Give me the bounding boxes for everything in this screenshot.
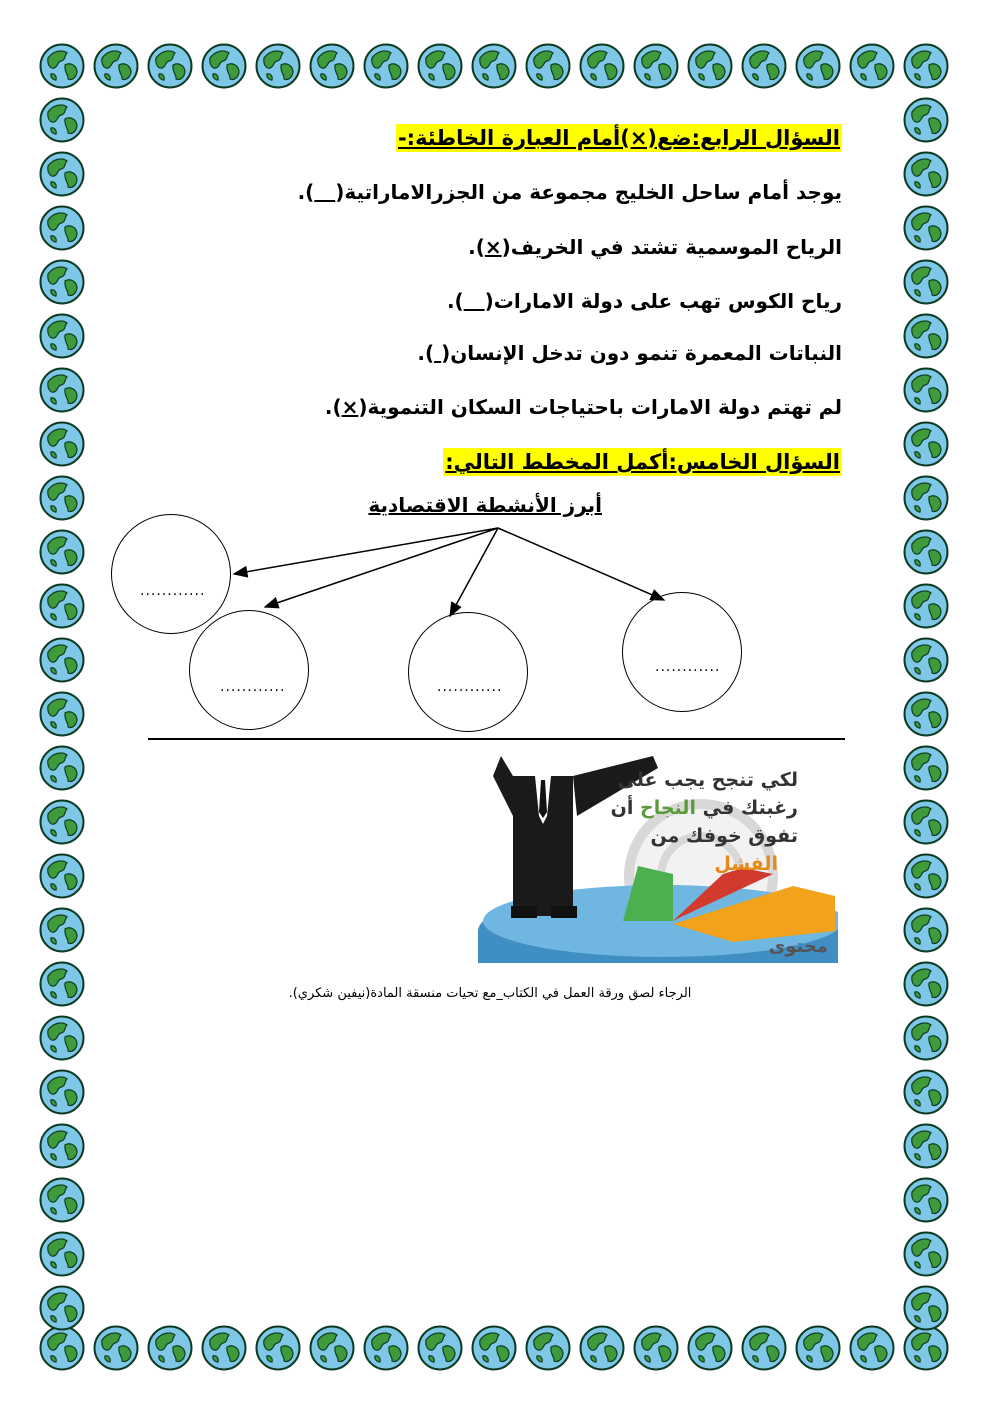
globe-icon xyxy=(903,1325,949,1371)
statement-1-text: يوجد أمام ساحل الخليج مجموعة من الجزرالاماراتية( xyxy=(335,180,842,204)
globe-icon xyxy=(93,1325,139,1371)
slogan-success: النجاح xyxy=(640,797,696,819)
globe-icon xyxy=(903,1231,949,1277)
statement-1-end: ). xyxy=(297,180,315,204)
statement-5-end: ). xyxy=(324,395,342,419)
horizontal-rule xyxy=(148,738,845,740)
globe-icon xyxy=(903,907,949,953)
statement-4-end: ). xyxy=(417,341,435,365)
blank-1: ............ xyxy=(140,583,206,599)
globe-icon xyxy=(633,1325,679,1371)
motivation-poster xyxy=(473,756,838,963)
globe-icon xyxy=(39,799,85,845)
statement-5-text: لم تهتم دولة الامارات باحتياجات السكان التنموية( xyxy=(358,395,842,419)
globe-icon xyxy=(579,1325,625,1371)
globe-icon xyxy=(255,1325,301,1371)
statement-2-end: ). xyxy=(468,235,485,259)
globe-icon xyxy=(903,1069,949,1115)
globe-icon xyxy=(903,799,949,845)
globe-icon xyxy=(39,1285,85,1331)
globe-icon xyxy=(903,1015,949,1061)
globe-icon xyxy=(39,1069,85,1115)
blank-3: ............ xyxy=(437,679,503,695)
globe-icon xyxy=(39,961,85,1007)
globe-icon xyxy=(849,1325,895,1371)
statement-3-end: ). xyxy=(446,289,464,313)
poster-slogan xyxy=(611,766,798,878)
globe-icon xyxy=(903,1123,949,1169)
blank-circle-2 xyxy=(189,610,309,730)
globe-icon xyxy=(687,1325,733,1371)
globe-icon xyxy=(525,1325,571,1371)
globe-icon xyxy=(741,1325,787,1371)
globe-icon xyxy=(903,961,949,1007)
globe-icon xyxy=(39,853,85,899)
globe-icon xyxy=(309,1325,355,1371)
slogan-line-2c: أن xyxy=(610,797,634,819)
footer-note: الرجاء لصق ورقة العمل في الكتاب_مع تحيات منسقة المادة(نيفين شكري). xyxy=(288,986,692,1001)
arrow-1 xyxy=(234,528,498,574)
arrow-2 xyxy=(265,528,498,607)
statement-2-text: الرياح الموسمية تشتد في الخريف( xyxy=(501,235,842,259)
globe-icon xyxy=(903,1285,949,1331)
blank-2: ............ xyxy=(220,679,286,695)
brand-logo: محتوى xyxy=(768,936,828,957)
diagram-title: أبرز الأنشطة الاقتصادية xyxy=(368,493,602,517)
arrow-4 xyxy=(498,528,664,600)
globe-icon xyxy=(795,1325,841,1371)
statement-2-mark: × xyxy=(484,235,502,259)
globe-icon xyxy=(147,1325,193,1371)
question-five-heading: السؤال الخامس:أكمل المخطط التالي: xyxy=(445,450,840,474)
blank-circle-4 xyxy=(622,592,742,712)
globe-icon xyxy=(39,1123,85,1169)
slogan-failure: الفشل xyxy=(714,853,778,875)
slogan-line-2 xyxy=(611,794,798,822)
globe-icon xyxy=(39,1325,85,1371)
globe-icon xyxy=(39,907,85,953)
statement-5-mark: × xyxy=(341,395,359,419)
globe-icon xyxy=(417,1325,463,1371)
globe-icon xyxy=(201,1325,247,1371)
slogan-line-1: لكي تنجح يجب على xyxy=(617,769,798,791)
globe-icon xyxy=(39,1231,85,1277)
question-four-heading: السؤال الرابع:ضع(×)أمام العبارة الخاطئة:- xyxy=(397,126,840,150)
slogan-line-3: تفوق خوفك من xyxy=(650,825,798,847)
globe-icon xyxy=(903,853,949,899)
globe-icon xyxy=(363,1325,409,1371)
slogan-line-2a: رغبتك في xyxy=(702,797,798,819)
globe-icon xyxy=(471,1325,517,1371)
globe-icon xyxy=(39,1177,85,1223)
blank-4: ............ xyxy=(655,659,721,675)
statement-4-text: النباتات المعمرة تنمو دون تدخل الإنسان( xyxy=(441,341,842,365)
blank-circle-3 xyxy=(408,612,528,732)
statement-3-text: رياح الكوس تهب على دولة الامارات( xyxy=(484,289,842,313)
globe-icon xyxy=(39,1015,85,1061)
blank-circle-1 xyxy=(111,514,231,634)
globe-icon xyxy=(903,1177,949,1223)
